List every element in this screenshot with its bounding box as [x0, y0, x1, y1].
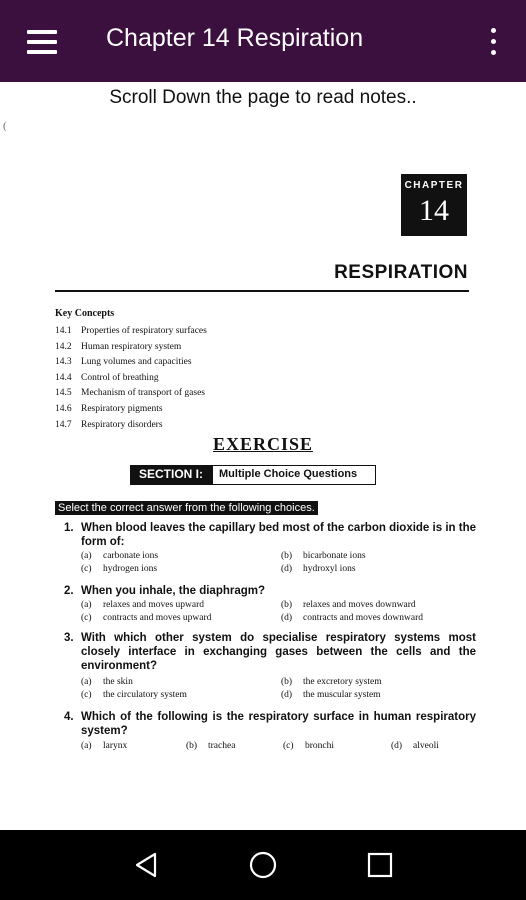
option: (d) the muscular system — [281, 690, 381, 700]
key-concepts-list — [55, 324, 207, 433]
option: (c) the circulatory system — [81, 690, 187, 700]
option: (c) hydrogen ions — [81, 564, 158, 574]
key-concept-item: 14.2 Human respiratory system — [55, 341, 182, 352]
question-2: 2. When you inhale, the diaphragm? — [64, 585, 266, 597]
chapter-badge — [401, 174, 467, 236]
instruction-text: Select the correct answer from the following choices. — [55, 501, 318, 515]
option: (a) carbonate ions — [81, 551, 159, 561]
question-4: 4. Which of the following is the respiratory surface in human respiratory system? — [64, 711, 476, 737]
home-circle-icon[interactable] — [248, 850, 278, 880]
section-label: SECTION I: — [130, 465, 212, 485]
back-triangle-icon[interactable] — [131, 850, 161, 880]
question-3: 3. With which other system do specialise respiratory systems most closely interface in exchanging gases between the cells and the environment? — [64, 632, 476, 672]
margin-mark: ( — [3, 120, 7, 132]
chapter-title: RESPIRATION — [334, 262, 468, 283]
key-concept-item: 14.4 Control of breathing — [55, 372, 159, 383]
question-1: 1. When blood leaves the capillary bed most of the carbon dioxide is in the form of: — [64, 522, 476, 548]
chapter-number: 14 — [419, 194, 449, 227]
key-concept-item: 14.1 Properties of respiratory surfaces — [55, 326, 207, 336]
recents-square-icon[interactable] — [365, 850, 395, 880]
section-title: Multiple Choice Questions — [212, 465, 376, 485]
title-rule — [55, 290, 469, 292]
more-vert-icon[interactable] — [488, 28, 498, 56]
exercise-heading: EXERCISE — [212, 434, 314, 454]
chapter-word: CHAPTER — [404, 180, 464, 191]
key-concept-item: 14.7 Respiratory disorders — [55, 419, 163, 430]
option: (c) bronchi — [283, 741, 335, 751]
section-header — [130, 465, 376, 485]
key-concepts-heading: Key Concepts — [55, 308, 115, 319]
option: (d) alveoli — [391, 741, 439, 751]
option: (c) contracts and moves upward — [81, 613, 212, 623]
option: (d) hydroxyl ions — [281, 564, 356, 574]
option: (a) the skin — [81, 677, 133, 687]
key-concept-item: 14.3 Lung volumes and capacities — [55, 357, 192, 368]
system-nav-bar — [0, 830, 526, 900]
option: (a) relaxes and moves upward — [81, 600, 205, 610]
hamburger-menu-icon[interactable] — [27, 30, 57, 54]
key-concept-item: 14.5 Mechanism of transport of gases — [55, 388, 205, 399]
option: (b) trachea — [186, 741, 236, 751]
option: (a) larynx — [81, 741, 128, 751]
app-title: Chapter 14 Respiration — [106, 24, 364, 52]
option: (b) bicarbonate ions — [281, 551, 366, 561]
option: (d) contracts and moves downward — [281, 613, 424, 623]
key-concept-item: 14.6 Respiratory pigments — [55, 403, 163, 414]
option: (b) relaxes and moves downward — [281, 600, 416, 610]
book-page-image[interactable] — [0, 118, 526, 828]
scroll-instruction: Scroll Down the page to read notes.. — [109, 87, 417, 108]
app-bar — [0, 0, 526, 82]
option: (b) the excretory system — [281, 677, 382, 687]
